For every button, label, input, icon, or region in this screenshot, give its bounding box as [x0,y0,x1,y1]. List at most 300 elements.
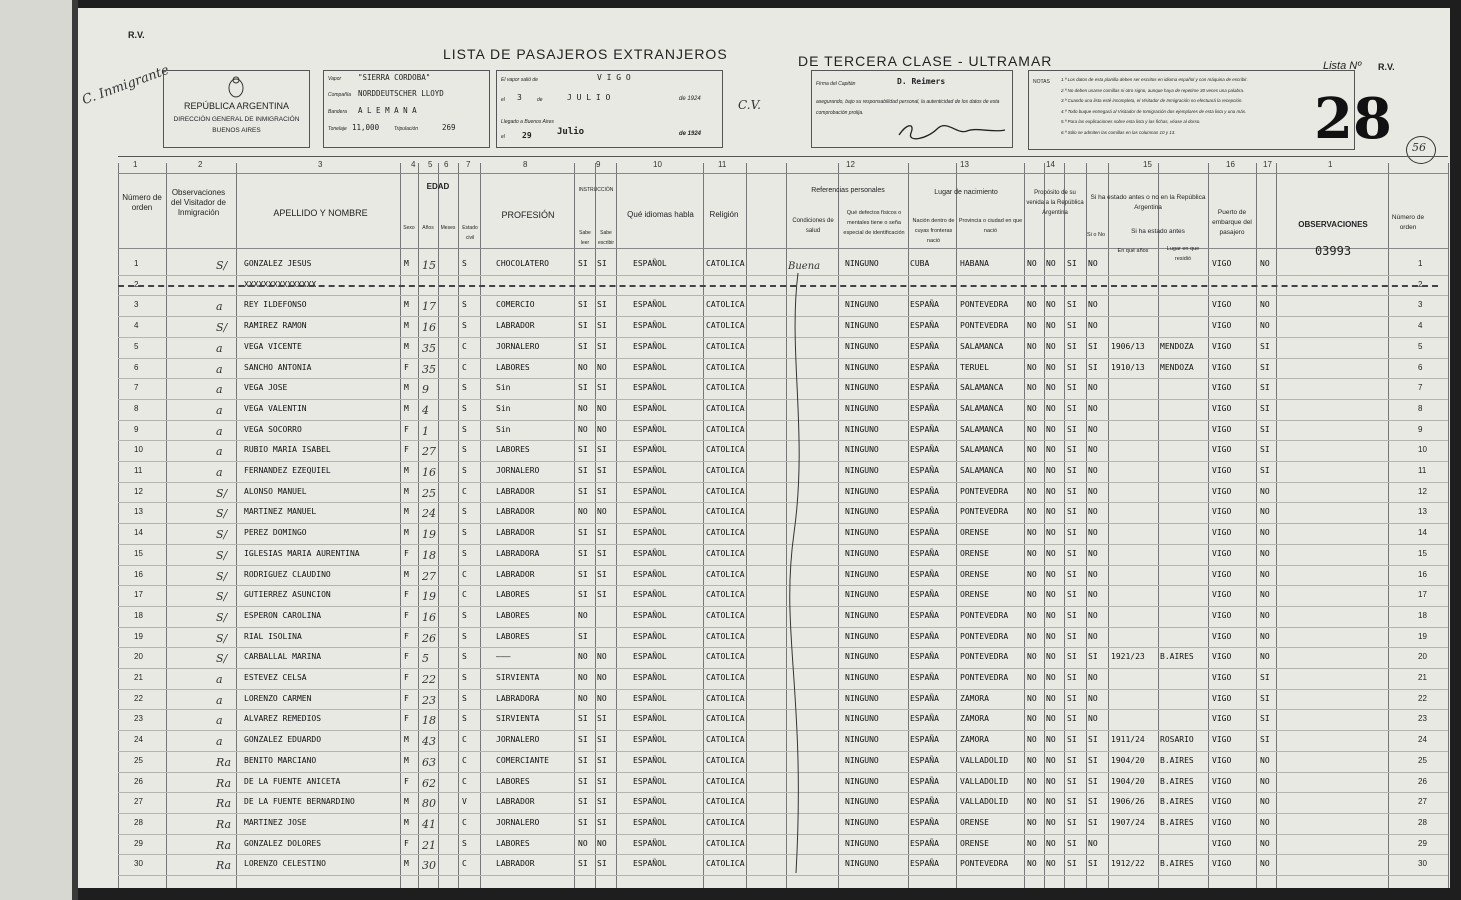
purpose-3: SI [1067,859,1077,869]
col-16: NO [1260,631,1270,641]
reads: SI [578,817,588,827]
hd-observ-visitador: Observaciones del Visitador de Inmigración [171,188,226,217]
purpose-1: NO [1027,403,1037,413]
port: VIGO [1212,652,1232,662]
defects: NINGUNO [845,797,879,807]
religion: CATOLICA [706,362,745,372]
grid-column-line [1024,163,1025,888]
previous-visit: NO [1088,486,1098,496]
sex: M [404,466,409,475]
col-16: NO [1260,486,1270,496]
religion: CATOLICA [706,321,745,331]
civil-status: C [462,776,467,786]
purpose-3: SI [1067,590,1077,600]
hd-estado-civil: Estado civil [462,225,478,241]
reads: NO [578,403,588,413]
years: 1906/26 [1111,797,1145,807]
grid-column-line [400,163,401,888]
port: VIGO [1212,673,1232,682]
residence: B.AIRES [1160,817,1194,827]
port: VIGO [1212,341,1232,351]
handwritten-note: C. Inmigrante [80,62,172,109]
age: 63 [422,755,436,769]
defects: NINGUNO [845,693,879,703]
province: SALAMANCA [960,466,1004,475]
sex: F [404,445,409,455]
writes: SI [597,528,607,538]
purpose-2: NO [1046,466,1056,475]
reads: NO [578,424,588,434]
profession: LABRADORA [496,548,540,558]
previous-visit: NO [1088,383,1098,393]
previous-visit: SI [1088,797,1098,807]
sex: M [404,259,409,268]
language: ESPAÑOL [633,776,667,786]
purpose-1: NO [1027,424,1037,434]
language: ESPAÑOL [633,300,667,310]
residence: ROSARIO [1160,735,1194,745]
province: HABANA [960,259,989,268]
sex: F [404,673,409,682]
age: 17 [422,300,436,314]
salio-dia: 3 [517,93,522,102]
sex: F [404,424,409,434]
capitan-text: asegurando, bajo su responsabilidad personal, la autenticidad de los datos de esta comprobación prolija. [816,99,1000,116]
purpose-3: SI [1067,300,1077,310]
defects: NINGUNO [845,300,879,310]
previous-visit: NO [1088,590,1098,600]
previous-visit: NO [1088,445,1098,455]
nation: ESPAÑA [910,321,939,331]
writes: SI [597,321,607,331]
purpose-1: NO [1027,673,1037,682]
nation: ESPAÑA [910,466,939,475]
purpose-3: SI [1067,693,1077,703]
row-number: 7 [134,383,139,393]
reads: SI [578,776,588,786]
grid-column-line [418,163,419,888]
visitor-mark: S/ [216,652,228,666]
age: 22 [422,673,436,686]
row-number: 10 [134,445,143,455]
purpose-2: NO [1046,652,1056,662]
reads: SI [578,259,588,268]
purpose-1: NO [1027,300,1037,310]
age: 25 [422,486,436,500]
purpose-3: SI [1067,321,1077,331]
purpose-1: NO [1027,652,1037,662]
previous-visit: SI [1088,362,1098,372]
purpose-2: NO [1046,569,1056,579]
province: ORENSE [960,590,989,600]
row-number-right: 5 [1418,341,1423,351]
row-number: 4 [134,321,139,331]
language: ESPAÑOL [633,652,667,662]
previous-visit: NO [1088,466,1098,475]
religion: CATOLICA [706,735,745,745]
purpose-2: NO [1046,383,1056,393]
row-number-right: 4 [1418,321,1423,331]
hd-meses: Meses [440,225,456,231]
column-number: 5 [428,160,433,169]
defects: NINGUNO [845,838,879,848]
defects: NINGUNO [845,424,879,434]
title-right: DE TERCERA CLASE - ULTRAMAR [798,53,1053,69]
defects: NINGUNO [845,466,879,475]
column-number: 10 [653,160,662,169]
row-number-right: 1 [1418,259,1423,268]
age: 18 [422,548,436,562]
row-number: 28 [134,817,143,827]
col-16: NO [1260,548,1270,558]
province: PONTEVEDRA [960,859,1009,869]
row-number: 6 [134,362,139,372]
passenger-name: ESTEVEZ CELSA [244,673,307,682]
reads: SI [578,383,588,393]
profession: LABORES [496,445,530,455]
civil-status: S [462,321,467,331]
writes: SI [597,590,607,600]
reads: NO [578,673,588,682]
reads: SI [578,569,588,579]
visitor-mark: S/ [216,259,228,272]
defects: NINGUNO [845,652,879,662]
salio-mes: J U L I O [567,93,611,102]
purpose-3: SI [1067,362,1077,372]
hd-puerto: Puerto de embarque del pasajero [1212,209,1252,236]
religion: CATOLICA [706,590,745,600]
previous-visit: NO [1088,714,1098,724]
profession: JORNALERO [496,341,540,351]
port: VIGO [1212,590,1232,600]
purpose-2: NO [1046,486,1056,496]
profession: LABORES [496,610,530,620]
province: ZAMORA [960,735,989,745]
grid-column-line [1276,163,1277,888]
language: ESPAÑOL [633,445,667,455]
col-16: SI [1260,673,1270,682]
purpose-1: NO [1027,797,1037,807]
province: ORENSE [960,528,989,538]
profession: LABRADOR [496,507,535,517]
purpose-3: SI [1067,548,1077,558]
nation: ESPAÑA [910,673,939,682]
reads: SI [578,486,588,496]
sex: M [404,859,409,869]
grid-header-line [118,248,1448,249]
nation: ESPAÑA [910,383,939,393]
reads: SI [578,590,588,600]
row-number-right: 7 [1418,383,1423,393]
visitor-mark: a [216,383,223,397]
visitor-mark: a [216,403,223,417]
nation: ESPAÑA [910,838,939,848]
passenger-name: VEGA VALENTIN [244,403,307,413]
defects: NINGUNO [845,528,879,538]
hd-orden: Número de orden [122,193,162,212]
province: PONTEVEDRA [960,652,1009,662]
civil-status: C [462,735,467,745]
visitor-mark: a [216,735,223,749]
religion: CATOLICA [706,486,745,496]
previous-visit: NO [1088,300,1098,310]
grid-column-line [574,163,575,888]
col-16: NO [1260,610,1270,620]
row-number-right: 3 [1418,300,1423,310]
previous-visit: SI [1088,859,1098,869]
previous-visit: NO [1088,548,1098,558]
port: VIGO [1212,714,1232,724]
passenger-name: FERNANDEZ EZEQUIEL [244,466,331,475]
hd-referencias: Referencias personales [811,187,885,194]
profession: LABRADORA [496,693,540,703]
grid-column-line [1158,163,1159,888]
age: 19 [422,528,436,542]
col-16: NO [1260,755,1270,765]
passenger-name: RAMIREZ RAMON [244,321,307,331]
sex: F [404,610,409,620]
hd-instruccion: INSTRUCCIÓN [578,187,614,193]
age: 1 [422,424,429,438]
hd-obs-num: 03993 [1314,244,1352,258]
language: ESPAÑOL [633,693,667,703]
writes: SI [597,859,607,869]
row-number: 21 [134,673,143,682]
purpose-1: NO [1027,817,1037,827]
writes: SI [597,383,607,393]
language: ESPAÑOL [633,403,667,413]
port: VIGO [1212,383,1232,393]
row-number-right: 11 [1418,466,1427,475]
province: ORENSE [960,817,989,827]
civil-status: C [462,341,467,351]
purpose-2: NO [1046,755,1056,765]
age: 30 [422,859,436,873]
col-16: SI [1260,693,1270,703]
residence: B.AIRES [1160,797,1194,807]
province: ORENSE [960,548,989,558]
hd-orden-right: Número de orden [1391,214,1425,231]
nation: ESPAÑA [910,590,939,600]
row-number-right: 24 [1418,735,1427,745]
sex: M [404,486,409,496]
language: ESPAÑOL [633,259,667,268]
visitor-mark: Ra [216,755,232,769]
col-16: NO [1260,797,1270,807]
vapor-box: Vapor "SIERRA CORDOBA" Compañía NORDDEUTSCHER LLOYD Bandera A L E M A N A Tonelaje 11,000 Tripulación 269 [323,70,490,148]
grid-column-line [1044,163,1045,888]
col-16: NO [1260,838,1270,848]
passenger-name: RUBIO MARIA ISABEL [244,445,331,455]
row-number: 26 [134,776,143,786]
defects: NINGUNO [845,507,879,517]
language: ESPAÑOL [633,569,667,579]
salio-puerto: V I G O [597,73,631,82]
grid-column-line [480,163,481,888]
profession: Sin [496,383,511,393]
nation: ESPAÑA [910,631,939,641]
age: 80 [422,797,436,811]
row-number-right: 15 [1418,548,1427,558]
defects: NINGUNO [845,776,879,786]
hd-nacion: Nación dentro de cuyas fronteras nació [912,218,955,244]
purpose-1: NO [1027,569,1037,579]
reads: SI [578,859,588,869]
age: 21 [422,838,436,852]
grid-column-line [1064,163,1065,888]
row-number: 9 [134,424,139,434]
row-number-right: 21 [1418,673,1427,682]
hd-sabe-leer: Sabe leer [579,230,591,246]
grid-column-line [236,163,237,888]
profession: LABRADOR [496,797,535,807]
row-number-right: 19 [1418,631,1427,641]
nation: ESPAÑA [910,403,939,413]
defects: NINGUNO [845,341,879,351]
passenger-name: XXXXXXXXXXXXXXX [244,279,317,289]
col-16: NO [1260,321,1270,331]
purpose-3: SI [1067,403,1077,413]
row-number-right: 13 [1418,507,1427,517]
sex: F [404,590,409,600]
port: VIGO [1212,859,1232,869]
civil-status: S [462,424,467,434]
row-number-right: 20 [1418,652,1427,662]
age: 4 [422,403,429,417]
province: VALLADOLID [960,797,1009,807]
purpose-1: NO [1027,755,1037,765]
visitor-mark: a [216,445,223,459]
capitan-box: Firma del Capitán D. Reimers asegurando, bajo su responsabilidad personal, la autenticidad de los datos de esta comprobación prolija. [811,70,1013,148]
row-number: 17 [134,590,143,600]
province: SALAMANCA [960,403,1004,413]
col-16: NO [1260,507,1270,517]
column-number: 4 [411,160,416,169]
column-number: 14 [1046,160,1055,169]
grid-column-line [438,163,439,888]
visitor-mark: S/ [216,486,228,500]
row-number-right: 12 [1418,486,1427,496]
purpose-3: SI [1067,838,1077,848]
age: 9 [422,383,429,397]
province: VALLADOLID [960,755,1009,765]
province: SALAMANCA [960,341,1004,351]
grid-column-line [1108,163,1109,888]
religion: CATOLICA [706,838,745,848]
defects: NINGUNO [845,383,879,393]
civil-status: S [462,507,467,517]
row-number: 13 [134,507,143,517]
writes: NO [597,652,607,662]
profession: LABORES [496,590,530,600]
col-16: SI [1260,466,1270,475]
profession: JORNALERO [496,735,540,745]
hd-ha-estado: Si ha estado antes o no en la República Argentina [1090,194,1206,211]
grid-column-line [118,163,119,888]
age: 62 [422,776,436,790]
religion: CATOLICA [706,817,745,827]
nation: ESPAÑA [910,548,939,558]
province: ZAMORA [960,714,989,724]
nation: ESPAÑA [910,486,939,496]
binding-margin [0,0,78,900]
profession: LABRADOR [496,321,535,331]
purpose-3: SI [1067,259,1077,268]
grid-column-line [1448,163,1449,888]
defects: NINGUNO [845,859,879,869]
hd-provincia: Provincia o ciudad en que nació [958,218,1023,234]
age: 41 [422,817,436,831]
civil-status: C [462,569,467,579]
visitor-mark: Ra [216,776,232,790]
hd-observaciones: OBSERVACIONES [1298,220,1368,229]
capitan-name: D. Reimers [897,77,946,86]
defects: NINGUNO [845,631,879,641]
column-number: 3 [318,160,323,169]
writes: SI [597,569,607,579]
profession: SIRVIENTA [496,714,540,724]
writes: SI [597,817,607,827]
notas-list: 1.ª Los datos de esta planilla deben ser escritos en idioma español y con máquina de escribir. 2.ª No deben usarse comillas ni otro signo, aunque haya de repetirse 30 veces una palabra. 3.ª Cuando una lista esté incompleta, el Visitador de Inmigración no efectuará la recepción. 4.ª Todo buque entregará al Visitador de Inmigración dos ejemplares de esta lista y una más. 5.ª Para las explicaciones sobre esta lista y las fichas, véase al dorso. 6.ª Sólo se admiten las comillas en las columnas 10 y 13. [1061,77,1248,135]
purpose-3: SI [1067,797,1077,807]
nation: ESPAÑA [910,610,939,620]
writes: NO [597,673,607,682]
age: 16 [422,466,436,479]
defects: NINGUNO [845,590,879,600]
province: PONTEVEDRA [960,673,1009,682]
row-number-right: 8 [1418,403,1423,413]
coat-of-arms-icon [226,75,246,99]
purpose-1: NO [1027,259,1037,268]
passenger-name: ALONSO MANUEL [244,486,307,496]
language: ESPAÑOL [633,424,667,434]
writes: SI [597,445,607,455]
sex: F [404,362,409,372]
sex: M [404,528,409,538]
nation: ESPAÑA [910,776,939,786]
civil-status: S [462,383,467,393]
religion: CATOLICA [706,466,745,475]
previous-visit: SI [1088,735,1098,745]
language: ESPAÑOL [633,631,667,641]
defects: NINGUNO [845,362,879,372]
religion: CATOLICA [706,383,745,393]
sex: F [404,652,409,662]
nation: ESPAÑA [910,445,939,455]
previous-visit: NO [1088,610,1098,620]
sex: M [404,341,409,351]
purpose-1: NO [1027,321,1037,331]
religion: CATOLICA [706,652,745,662]
row-number: 8 [134,403,139,413]
salio-anio: de 1924 [679,96,701,102]
port: VIGO [1212,817,1232,827]
religion: CATOLICA [706,610,745,620]
purpose-1: NO [1027,362,1037,372]
visitor-mark: Ra [216,817,232,831]
passenger-name: VEGA SOCORRO [244,424,302,434]
row-number: 23 [134,714,143,724]
residence: B.AIRES [1160,652,1194,662]
row-number-right: 30 [1418,859,1427,869]
religion: CATOLICA [706,714,745,724]
row-number: 3 [134,300,139,310]
purpose-1: NO [1027,445,1037,455]
notas-box: NOTAS 1.ª Los datos de esta planilla deben ser escritos en idioma español y con máquina de escribir. 2.ª No deben usarse comillas ni otro signo, aunque haya de repetirse 30 veces una palabra. 3.ª Cuando una lista esté incompleta, el Visitador de Inmigración no efectuará la recepción. 4.ª Todo buque entregará al Visitador de Inmigración dos ejemplares de esta lista y una más. 5.ª Para las explicaciones sobre esta lista y las fichas, véase al dorso. 6.ª Sólo se admiten las comillas en las columnas 10 y 13. [1028,70,1355,150]
residence: MENDOZA [1160,362,1194,372]
hd-si-no: Si o No [1086,232,1106,238]
col-16: NO [1260,859,1270,869]
